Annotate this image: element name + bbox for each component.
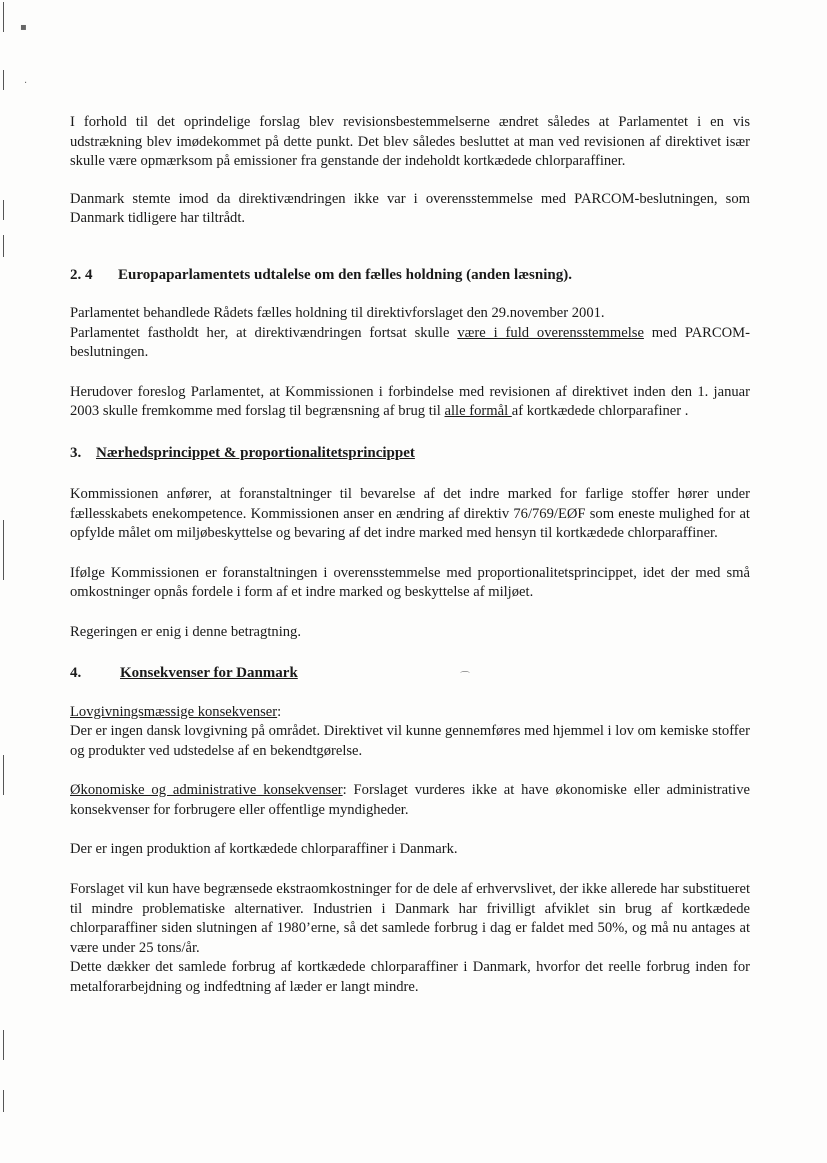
- paragraph-economic-consequences: [70, 781, 750, 820]
- section-heading-3: [70, 443, 750, 463]
- paragraph-no-production: Der er ingen produktion af kortkædede chlorparaffiner i Danmark.: [70, 841, 458, 858]
- scan-speck: ·: [24, 78, 28, 89]
- scan-edge-mark: [3, 235, 4, 257]
- scan-edge-mark: [3, 1030, 4, 1060]
- scan-edge-mark: [3, 755, 4, 795]
- scan-edge-mark: [3, 200, 4, 220]
- scan-speck: ⌒: [460, 672, 470, 683]
- paragraph-line: Parlamentet behandlede Rådets fælles holdning til direktivforslaget den 29.november 2001.: [70, 304, 605, 321]
- scan-speck: ▪: [20, 22, 27, 33]
- paragraph-proposal: [70, 383, 750, 422]
- section-number: 2. 4: [70, 266, 93, 283]
- section-number: 3.: [70, 444, 82, 461]
- section-heading-2-4: [70, 265, 750, 285]
- scan-edge-mark: [3, 520, 4, 580]
- paragraph-government-agrees: Regeringen er enig i denne betragtning.: [70, 623, 301, 640]
- scan-edge-mark: [3, 70, 4, 90]
- paragraph-text: Der er ingen dansk lovgivning på området. Direktivet vil kunne gennemføres med hjemmel i lov om kemiske stoffer og produkter ved udstedelse af en bekendtgørelse.: [70, 723, 750, 759]
- subheading-label: Lovgivningsmæssige konsekvenser: [70, 703, 278, 720]
- paragraph-parliament-treatment: [70, 304, 750, 363]
- paragraph-costs: Forslaget vil kun have begrænsede ekstraomkostninger for de dele af erhvervslivet, der ikke allerede har substitueret til mindre problematiske alternativer. Industrien i Danmark har frivilligt afviklet sin brug af kortkædede chlorparaffiner siden slutningen af 1980’erne, så det samlede forbrug i dag er faldet med 50%, og må nu antages at være under 25 tons/år.: [70, 881, 750, 956]
- paragraph-legislative-consequences: [70, 703, 750, 762]
- section-heading-4: [70, 663, 750, 683]
- paragraph-denmark-vote: Danmark stemte imod da direktivændringen ikke var i overensstemmelse med PARCOM-beslutningen, som Danmark tidligere har tiltrådt.: [70, 190, 750, 227]
- scan-edge-mark: [3, 1090, 4, 1112]
- paragraph-text: Herudover foreslog Parlamentet, at Kommissionen i forbindelse med revisionen af direktivet inden den 1. januar 2003 skulle fremkomme med forslag til begrænsning af brug til: [70, 383, 750, 420]
- subheading-colon: :: [277, 703, 282, 720]
- section-title: Konsekvenser for Danmark: [120, 664, 298, 681]
- paragraph-text: af kortkædede chlorparafiner .: [511, 403, 689, 420]
- paragraph-text: Parlamentet fastholdt her, at direktivændringen fortsat skulle: [70, 324, 458, 341]
- paragraph-consumption: Dette dækker det samlede forbrug af kortkædede chlorparaffiner i Danmark, hvorfor det reelle forbrug inden for metalforarbejdning og indfedtning af læder er langt mindre.: [70, 959, 750, 996]
- scan-edge-mark: [3, 2, 4, 32]
- paragraph-proportionality: Ifølge Kommissionen er foranstaltningen i overensstemmelse med proportionalitetsprincippet, idet der med små omkostninger opnås fordele i form af et indre marked og beskyttelse af miljøet.: [70, 564, 750, 601]
- document-body: [70, 113, 750, 998]
- underlined-phrase: være i fuld overensstemmelse: [457, 324, 644, 341]
- subheading-label: Økonomiske og administrative konsekvenser: [70, 782, 343, 799]
- paragraph-revision: I forhold til det oprindelige forslag blev revisionsbestemmelserne ændret således at Parlamentet i en vis udstrækning blev imødekommet på dette punkt. Det blev således besluttet at man ved revisionen af direktivet især skulle være opmærksom på emissioner fra genstande der indeholdt kortkædede chlorparaffiner.: [70, 114, 750, 170]
- section-title: Nærhedsprincippet & proportionalitetsprincippet: [96, 444, 415, 461]
- paragraph-text: med PARCOM-beslutningen.: [70, 324, 750, 361]
- paragraph-text: : Forslaget vurderes ikke at have økonomiske eller administrative konsekvenser for forbrugere eller offentlige myndigheder.: [70, 782, 750, 818]
- section-number: 4.: [70, 664, 82, 681]
- paragraph-commission-competence: Kommissionen anfører, at foranstaltninger til bevarelse af det indre marked for farlige stoffer hører under fællesskabets enekompetence. Kommissionen anser en ændring af direktiv 76/769/EØF som eneste mulighed for at opfylde målet om miljøbeskyttelse og bevaring af det indre marked med hensyn til kortkædede chlorparaffiner.: [70, 485, 750, 542]
- section-title: Europaparlamentets udtalelse om den fælles holdning (anden læsning).: [118, 266, 572, 283]
- underlined-phrase: alle formål: [444, 403, 512, 420]
